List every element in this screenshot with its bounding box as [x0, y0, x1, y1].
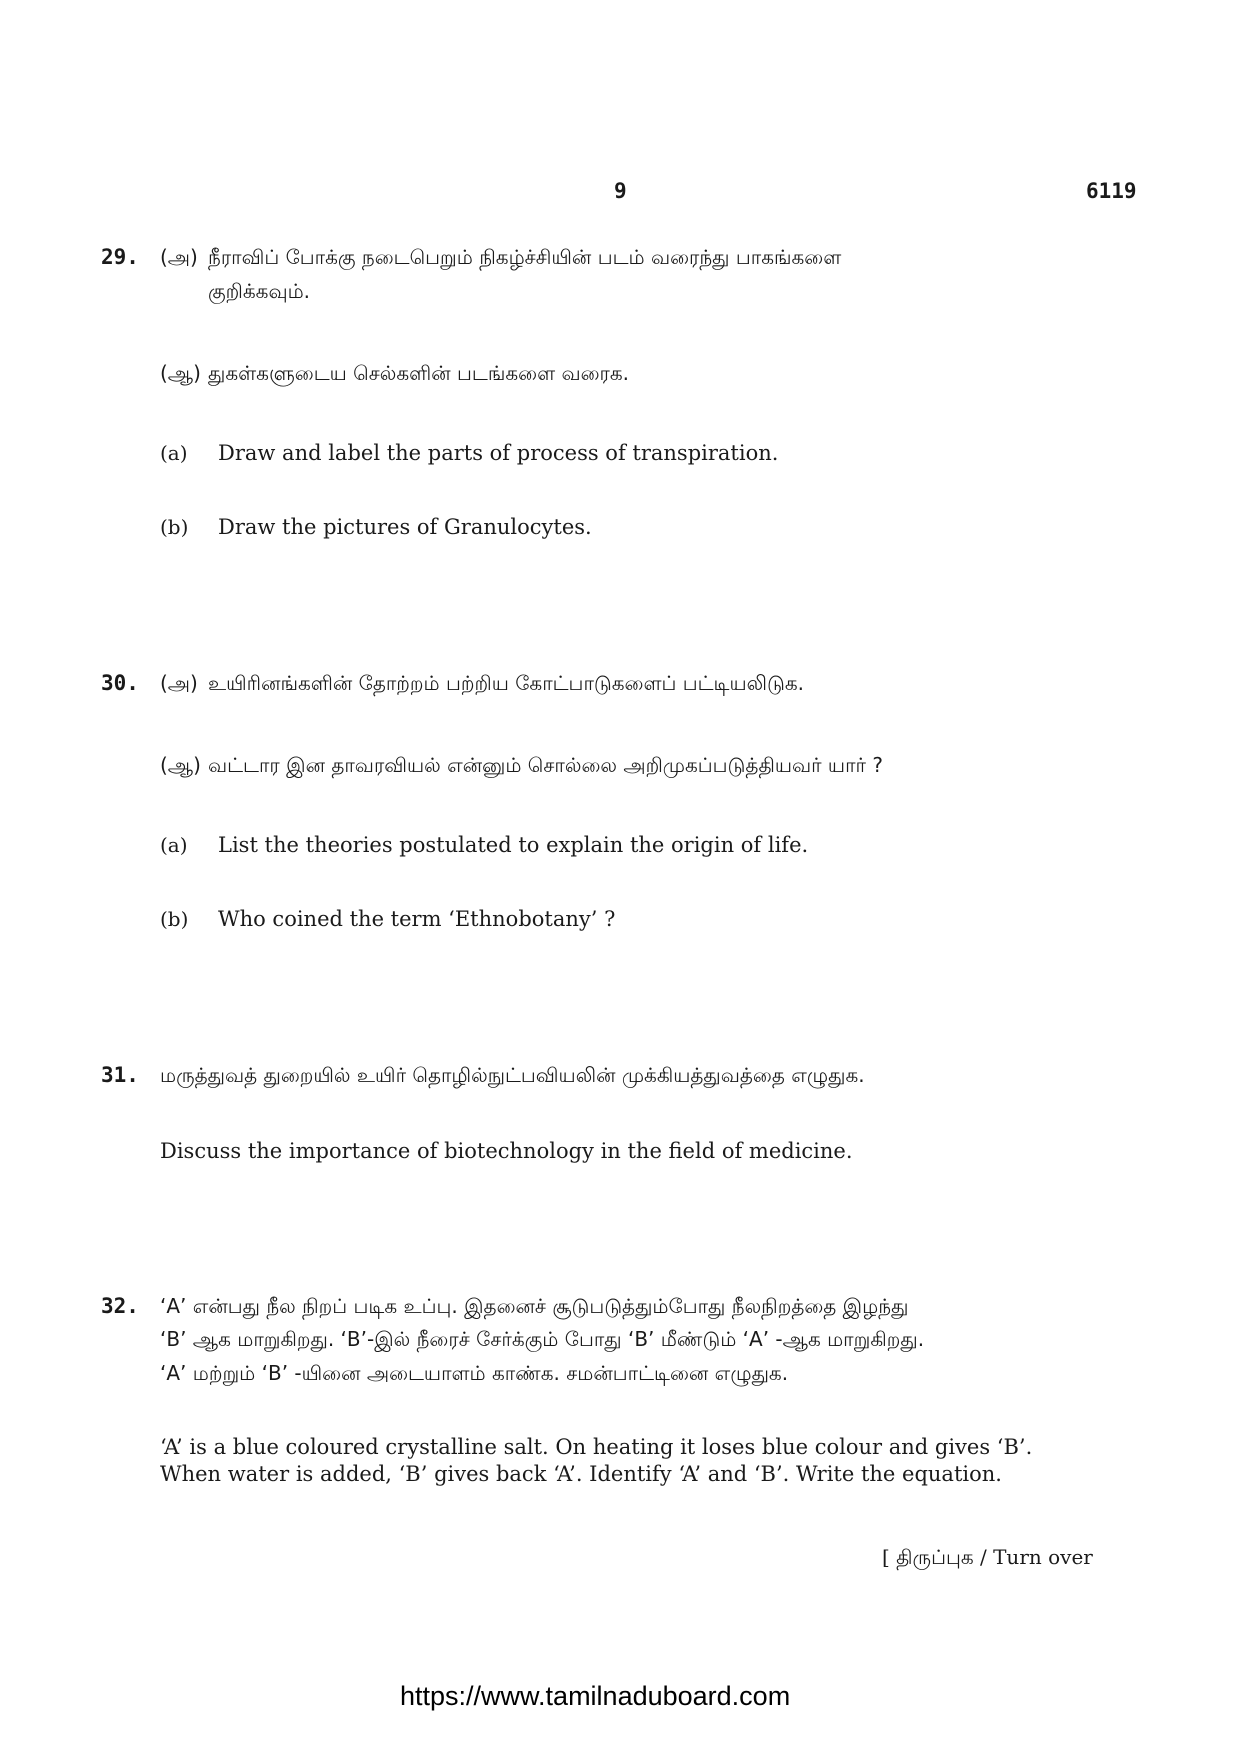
question-29-ta-b: துகள்களுடைய செல்களின் படங்களை வரைக. [208, 361, 630, 385]
question-29-ta-a-label: (அ) [160, 245, 198, 269]
turn-over-note: [ திருப்புக / Turn over [882, 1545, 1093, 1569]
question-30-ta-b: வட்டார இன தாவரவியல் என்னும் சொல்லை அறிமுகப்படுத்தியவர் யார் ? [208, 753, 883, 777]
question-30-ta-a-label: (அ) [160, 671, 198, 695]
question-30-number: 30. [101, 671, 139, 695]
question-32-ta-line3: ‘A’ மற்றும் ‘B’ -யினை அடையாளம் காண்க. சமன்பாட்டினை எழுதுக. [160, 1361, 789, 1385]
question-29-en-a-label: (a) [160, 441, 188, 465]
question-30-en-a: List the theories postulated to explain the origin of life. [218, 833, 809, 857]
question-32-ta-line1: ‘A’ என்பது நீல நிறப் படிக உப்பு. இதனைச் சூடுபடுத்தும்போது நீலநிறத்தை இழந்து [160, 1294, 909, 1318]
question-30-ta-a: உயிரினங்களின் தோற்றம் பற்றிய கோட்பாடுகளைப் பட்டியலிடுக. [208, 671, 804, 695]
question-32-en-line2: When water is added, ‘B’ gives back ‘A’. Identify ‘A’ and ‘B’. Write the equation. [160, 1462, 1002, 1486]
question-29-ta-b-label: (ஆ) [160, 361, 201, 385]
exam-code: 6119 [1086, 179, 1137, 203]
question-32-ta-line2: ‘B’ ஆக மாறுகிறது. ‘B’-இல் நீரைச் சேர்க்கும் போது ‘B’ மீண்டும் ‘A’ -ஆக மாறுகிறது. [160, 1327, 925, 1351]
question-30-en-b-label: (b) [160, 907, 189, 931]
question-30-en-b: Who coined the term ‘Ethnobotany’ ? [218, 907, 616, 931]
question-30-ta-b-label: (ஆ) [160, 753, 201, 777]
question-29-en-a: Draw and label the parts of process of transpiration. [218, 441, 779, 465]
question-30-en-a-label: (a) [160, 833, 188, 857]
question-29-number: 29. [101, 245, 139, 269]
question-29-ta-a-line1: நீராவிப் போக்கு நடைபெறும் நிகழ்ச்சியின் படம் வரைந்து பாகங்களை [208, 245, 842, 269]
page-number: 9 [614, 179, 627, 203]
question-29-en-b: Draw the pictures of Granulocytes. [218, 515, 592, 539]
source-url: https://www.tamilnaduboard.com [400, 1681, 791, 1711]
question-32-en-line1: ‘A’ is a blue coloured crystalline salt. On heating it loses blue colour and gives ‘B’. [160, 1435, 1033, 1459]
question-31-ta: மருத்துவத் துறையில் உயிர் தொழில்நுட்பவியலின் முக்கியத்துவத்தை எழுதுக. [160, 1063, 865, 1087]
question-32-number: 32. [101, 1294, 139, 1318]
question-31-en: Discuss the importance of biotechnology in the field of medicine. [160, 1139, 853, 1163]
question-29-en-b-label: (b) [160, 515, 189, 539]
question-29-ta-a-line2: குறிக்கவும். [208, 279, 311, 303]
question-31-number: 31. [101, 1063, 139, 1087]
